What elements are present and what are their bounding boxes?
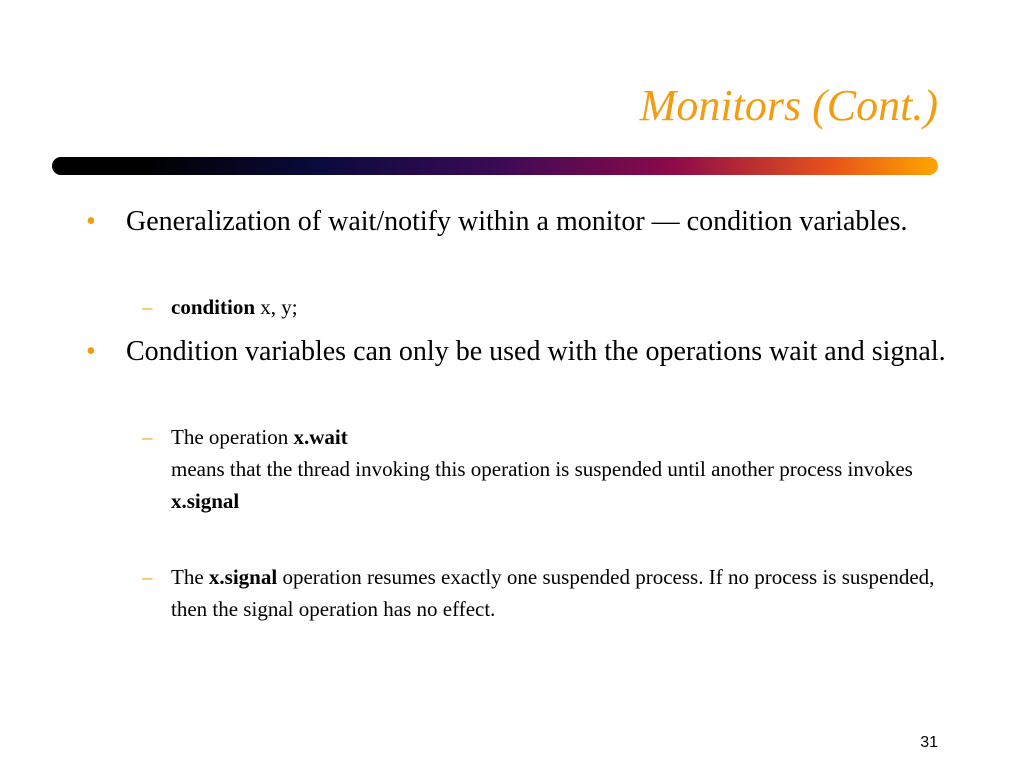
- keyword: x.wait: [293, 425, 348, 449]
- sub-bullet-pre: The operation: [171, 425, 294, 449]
- bullet-item: [86, 332, 946, 372]
- bullet-text: Generalization of wait/notify within a monitor — condition variables.: [126, 206, 908, 237]
- sub-bullet-rest: x, y;: [255, 295, 298, 319]
- slide-title: Monitors (Cont.): [639, 81, 938, 130]
- dash-icon: –: [142, 565, 153, 589]
- sub-bullet-text: [171, 421, 942, 517]
- sub-bullet-description: means that the thread invoking this operation is suspended until another process invokes: [171, 457, 913, 481]
- sub-bullet-rest: operation resumes exactly one suspended process. If no process is suspended, then the signal operation has no effect.: [171, 565, 935, 621]
- keyword: x.signal: [208, 565, 278, 589]
- bullet-icon: •: [86, 336, 96, 367]
- dash-icon: –: [142, 295, 153, 319]
- sub-bullet-text: [171, 561, 942, 625]
- keyword: x.signal: [171, 489, 240, 513]
- sub-bullet-item: [142, 421, 942, 517]
- bullet-item: [86, 202, 946, 242]
- sub-bullet-item: [142, 561, 942, 625]
- sub-bullet-text: [171, 291, 942, 323]
- sub-bullet-item: [142, 291, 942, 323]
- title-divider-bar: [52, 157, 938, 175]
- dash-icon: –: [142, 425, 153, 449]
- bullet-icon: •: [86, 206, 96, 237]
- keyword: condition: [171, 295, 256, 319]
- bullet-text: Condition variables can only be used with the operations wait and signal.: [126, 336, 946, 367]
- sub-bullet-pre: The: [171, 565, 209, 589]
- page-number: 31: [920, 734, 938, 751]
